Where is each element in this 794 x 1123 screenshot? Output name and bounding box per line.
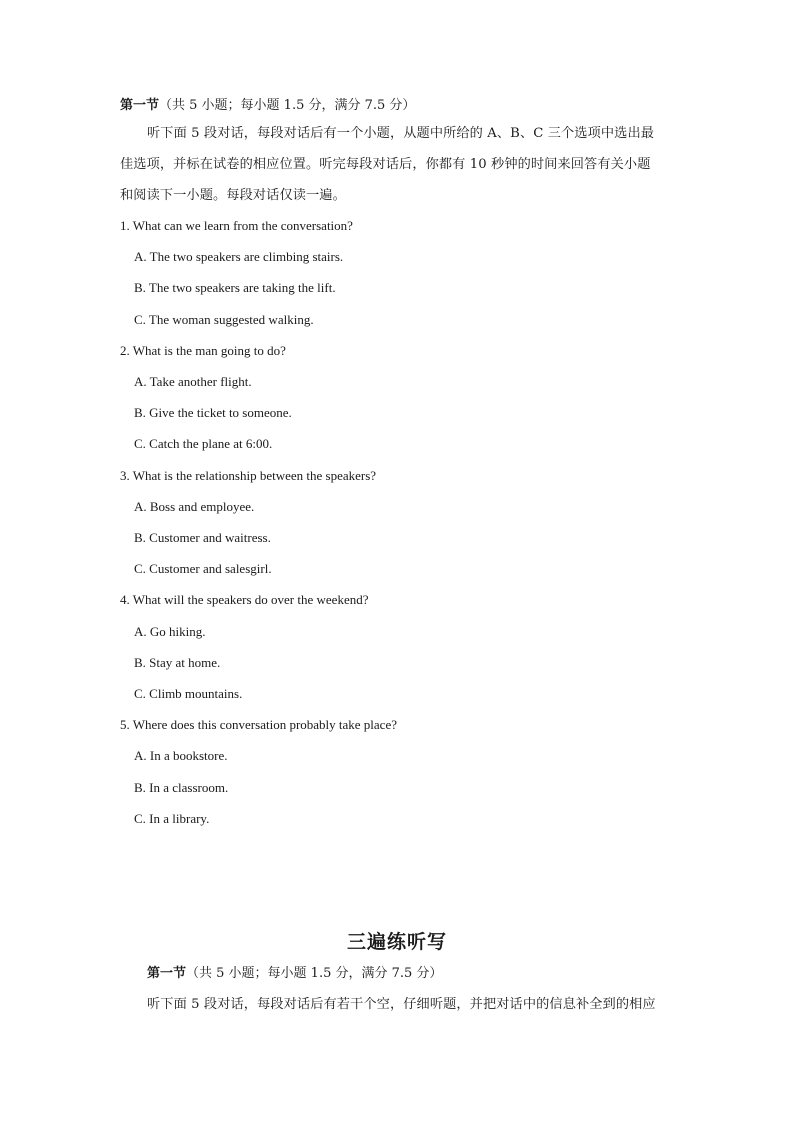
option-c: C. The woman suggested walking.: [134, 312, 314, 327]
option-c: C. Customer and salesgirl.: [134, 561, 272, 576]
option-b: B. The two speakers are taking the lift.: [134, 280, 336, 295]
section-title: 三遍练听写: [346, 931, 447, 953]
instruction-line: 听下面 5 段对话，每段对话后有一个小题，从题中所给的 A、B、C 三个选项中选出最: [147, 126, 655, 141]
question-stem: 1. What can we learn from the conversation?: [120, 218, 353, 233]
question-stem: 4. What will the speakers do over the weekend?: [120, 592, 369, 607]
option-c: C. In a library.: [134, 811, 210, 826]
option-b: B. Give the ticket to someone.: [134, 405, 292, 420]
instruction-line: 听下面 5 段对话，每段对话后有若干个空，仔细听题，并把对话中的信息补全到的相应: [147, 997, 656, 1012]
option-a: A. The two speakers are climbing stairs.: [134, 249, 344, 264]
option-a: A. Take another flight.: [134, 374, 252, 389]
option-a: A. Go hiking.: [134, 624, 206, 639]
section-label: 第一节: [147, 966, 187, 981]
option-a: A. In a bookstore.: [134, 748, 228, 763]
option-b: B. Customer and waitress.: [134, 530, 271, 545]
question-stem: 2. What is the man going to do?: [120, 343, 286, 358]
option-b: B. Stay at home.: [134, 655, 221, 670]
section-label: 第一节: [120, 98, 160, 113]
instruction-line: 和阅读下一小题。每段对话仅读一遍。: [120, 188, 346, 203]
option-b: B. In a classroom.: [134, 780, 229, 795]
section-scoring: （共 5 小题；每小题 1.5 分，满分 7.5 分）: [159, 98, 416, 113]
option-c: C. Climb mountains.: [134, 686, 243, 701]
section-header: [147, 966, 442, 982]
section-scoring: （共 5 小题；每小题 1.5 分，满分 7.5 分）: [186, 966, 443, 981]
question-stem: 5. Where does this conversation probably take place?: [120, 717, 397, 732]
question-stem: 3. What is the relationship between the speakers?: [120, 468, 377, 483]
instruction-line: 佳选项，并标在试卷的相应位置。听完每段对话后，你都有 10 秒钟的时间来回答有关小题: [120, 157, 651, 172]
option-a: A. Boss and employee.: [134, 499, 255, 514]
section-header: [120, 98, 415, 114]
option-c: C. Catch the plane at 6:00.: [134, 436, 273, 451]
